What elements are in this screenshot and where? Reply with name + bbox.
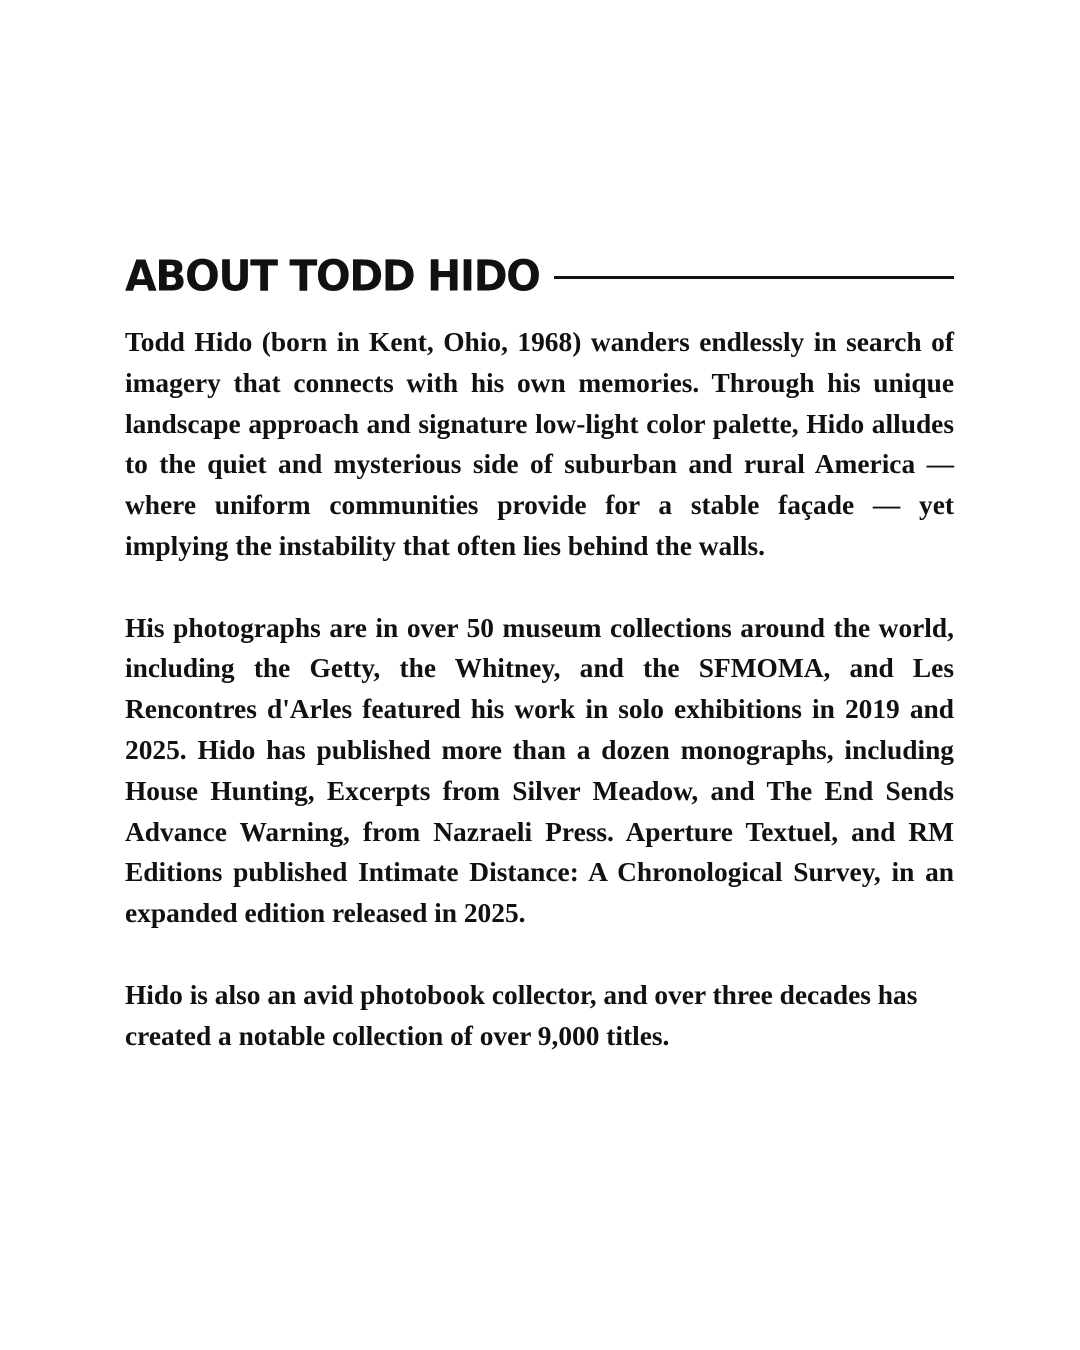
bio-paragraph-2: His photographs are in over 50 museum collections around the world, including the Getty, the Whitney, and the SFMOMA, and Les Rencontres d'Arles featured his work in solo exhibitions in 2019 and 2025. Hido has published more than a dozen monographs, including House Hunting, Excerpts from Silver Meadow, and The End Sends Advance Warning, from Nazraeli Press. Aperture Textuel, and RM Editions published Intimate Distance: A Chronological Survey, in an expanded edition released in 2025. [125, 612, 954, 929]
heading-divider-line [554, 276, 955, 279]
section-heading: ABOUT TODD HIDO [125, 250, 540, 301]
bio-paragraph-3: Hido is also an avid photobook collector, and over three decades has created a notable collection of over 9,000 titles. [125, 979, 918, 1051]
about-section [125, 250, 954, 1097]
bio-paragraph-1: Todd Hido (born in Kent, Ohio, 1968) wanders endlessly in search of imagery that connects with his own memories. Through his unique landscape approach and signature low-light color palette, Hido alludes to the quiet and mysterious side of suburban and rural America — where uniform communities provide for a stable façade — yet implying the instability that often lies behind the walls. [125, 327, 954, 561]
heading-row [125, 250, 954, 302]
